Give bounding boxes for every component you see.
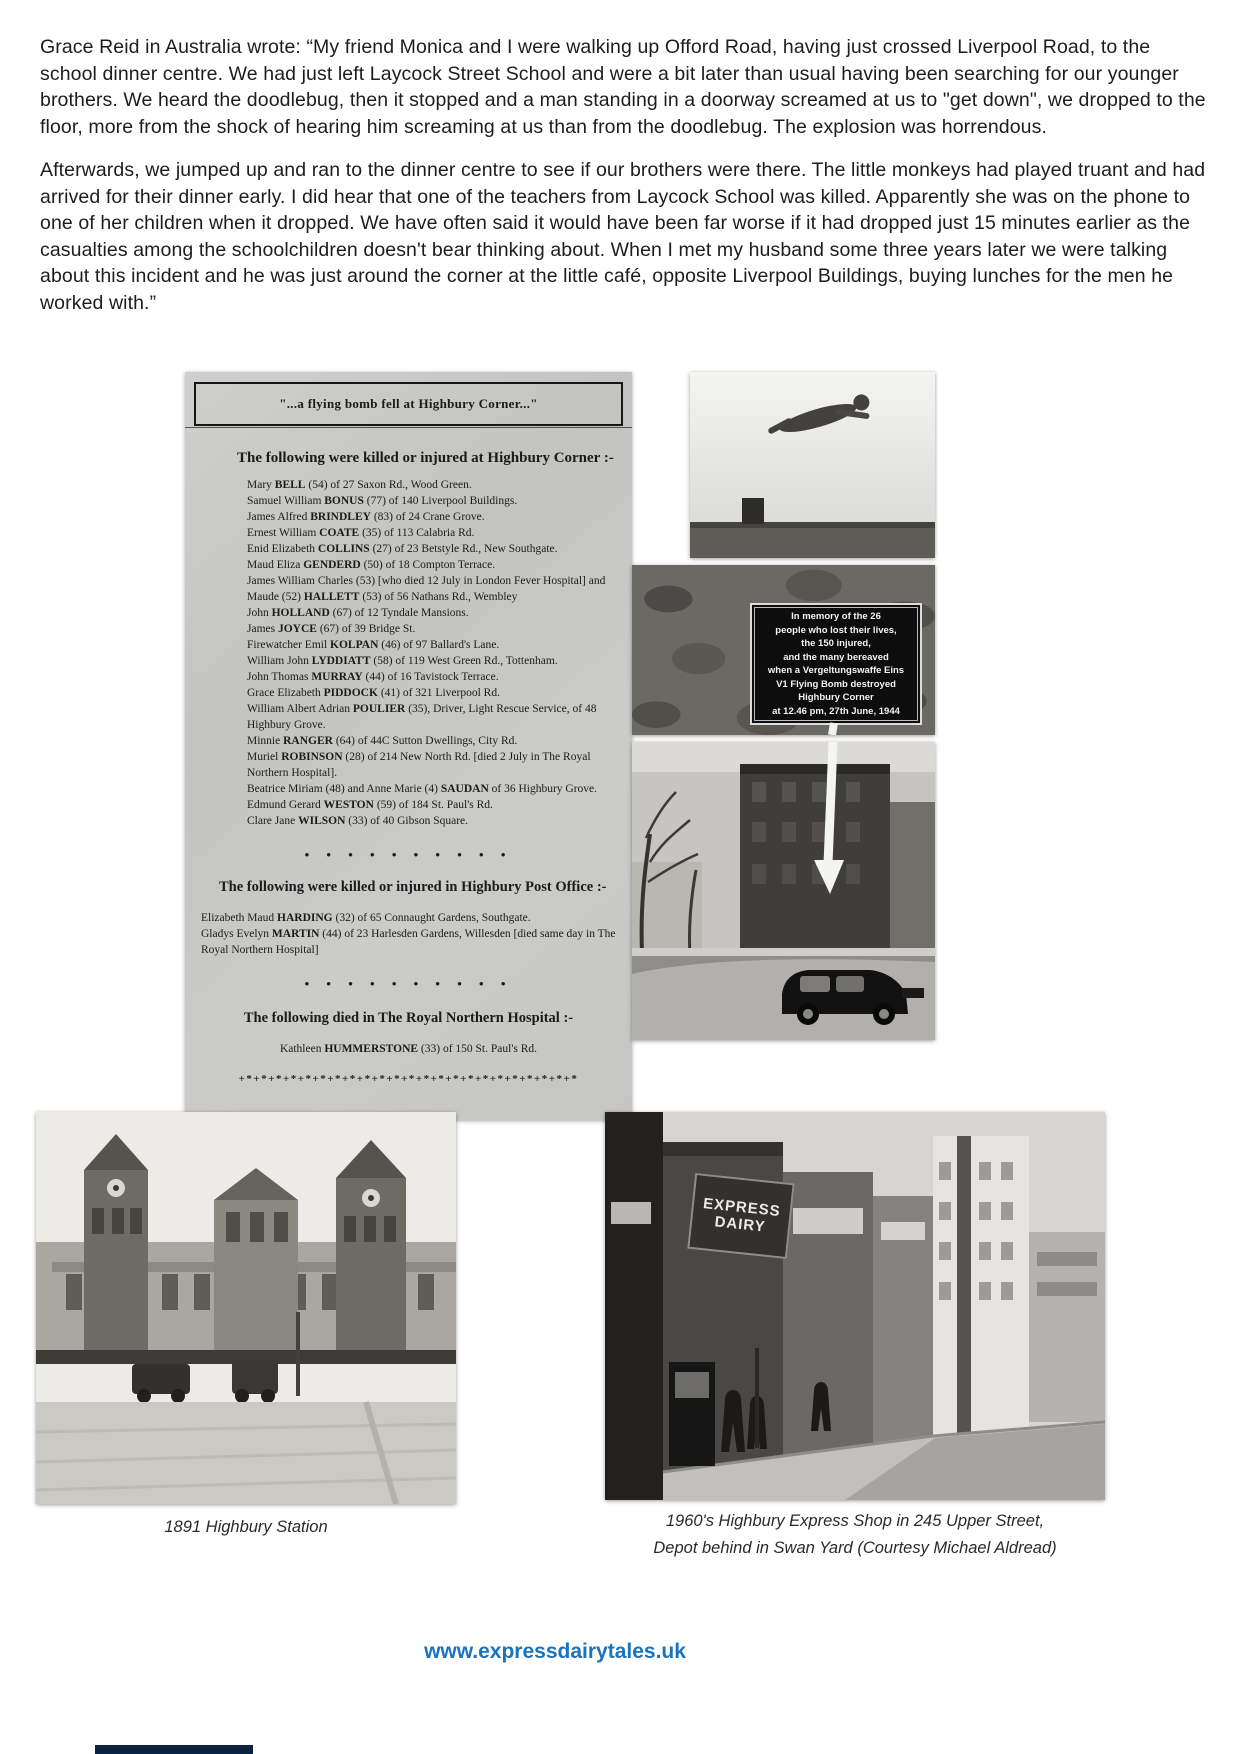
memorial-plaque-photo [632,565,935,735]
victim-entry: Clare Jane WILSON (33) of 40 Gibson Square. [247,815,469,827]
dots-separator: • • • • • • • • • • [304,847,513,862]
ornament-row: +*+*+*+*+*+*+*+*+*+*+*+*+*+*+*+*+*+*+*+*+*+*+* [238,1073,579,1085]
plaque-line: Highbury Corner [798,692,874,703]
victim-entry: John HOLLAND (67) of 12 Tyndale Mansions. [247,607,469,619]
express-photo-caption-line2: Depot behind in Swan Yard (Courtesy Michael Aldread) [653,1539,1057,1557]
statue-silhouette [690,372,935,558]
plaque-arrow-tail [632,565,935,735]
flying-figure-sculpture-photo [690,372,935,558]
station-photo-caption: 1891 Highbury Station [164,1518,328,1536]
victim-list-post-office [201,910,620,958]
plaque-line: and the many bereaved [783,651,889,663]
scan-header-box [194,382,623,426]
express-photo-caption-line1: 1960's Highbury Express Shop in 245 Upper Street, [665,1512,1045,1530]
victim-entry: Elizabeth Maud HARDING (32) of 65 Connaught Gardens, Southgate. [201,912,531,924]
victim-entry: William Albert Adrian POULIER (35), Driver, Light Rescue Service, of 48 Highbury Grove. [247,703,597,731]
victim-entry: William John LYDDIATT (58) of 119 West Green Rd., Tottenham. [247,655,558,667]
victim-entry: Minnie RANGER (64) of 44C Sutton Dwellings, City Rd. [247,735,518,747]
paragraph-grace-reid-2: Afterwards, we jumped up and ran to the dinner centre to see if our brothers were there. The little monkeys had played truant and had arrived for their dinner early. I did hear that one of the teachers from Laycock School was killed. Apparently she was on the phone to one of her children when it dropped. We have often said it would have been far worse if it had dropped just 15 minutes earlier as the casualties among the schoolchildren doesn't bear thinking about. When I met my husband some three years later we were talking about this incident and he was just around the corner at the little café, opposite Liverpool Buildings, buying lunches for the men he worked with.” [40,159,1206,314]
victim-list-royal-northern [185,1041,632,1057]
plaque-line: when a Vergeltungswaffe Eins [767,665,905,676]
victim-entry: Edmund Gerard WESTON (59) of 184 St. Paul's Rd. [247,799,493,811]
victim-entry: Mary BELL (54) of 27 Saxon Rd., Wood Green. [247,479,472,491]
section-heading-royal-northern: The following died in The Royal Northern Hospital :- [243,1010,574,1026]
victim-entry: Ernest William COATE (35) of 113 Calabria Rd. [247,527,475,539]
victim-list-highbury-corner [247,477,620,829]
victim-entry: John Thomas MURRAY (44) of 16 Tavistock Terrace. [247,671,499,683]
memorial-figure [185,372,935,1122]
paper-crease-line [185,427,632,428]
victim-entry: James William Charles (53) [who died 12 July in London Fever Hospital] and Maude (52) HALLETT (53) of 56 Nathans Rd., Wembley [247,575,606,603]
plaque-line: V1 Flying Bomb destroyed [776,678,896,690]
street-scene-graphic [632,742,935,1040]
intro-text-block [40,34,1208,333]
highbury-station-photo [36,1112,456,1504]
victim-entry: Beatrice Miriam (48) and Anne Marie (4) SAUDAN of 36 Highbury Grove. [247,783,598,795]
victim-entry: Samuel William BONUS (77) of 140 Liverpool Buildings. [247,495,518,507]
plaque-line: the 150 injured, [801,638,871,649]
plaque-line: at 12.46 pm, 27th June, 1944 [772,705,900,717]
plaque-line: people who lost their lives, [775,624,897,636]
plaque-line: In memory of the 26 [791,611,881,622]
victim-entry: Maud Eliza GENDERD (50) of 18 Compton Terrace. [247,559,496,571]
express-dairy-tales-link[interactable]: www.expressdairytales.uk [424,1640,686,1663]
victim-entry: Gladys Evelyn MARTIN (44) of 23 Harlesden Gardens, Willesden [died same day in The Royal Northern Hospital] [201,928,616,956]
station-scene-graphic [36,1112,456,1504]
express-street-scene-graphic [605,1112,1105,1500]
victim-entry: Kathleen HUMMERSTONE (33) of 150 St. Paul's Rd. [279,1043,538,1055]
victim-entry: James Alfred BRINDLEY (83) of 24 Crane Grove. [247,511,485,523]
memorial-scan-document [185,372,632,1120]
victim-entry: Grace Elizabeth PIDDOCK (41) of 321 Liverpool Rd. [247,687,500,699]
highbury-corner-street-photo [632,742,935,1040]
express-dairy-shop-photo [605,1112,1105,1500]
victim-entry: Enid Elizabeth COLLINS (27) of 23 Betstyle Rd., New Southgate. [247,543,558,555]
figure-photo-column [632,372,935,1122]
victim-entry: Muriel ROBINSON (28) of 214 New North Rd. [died 2 July in The Royal Northern Hospital]. [247,751,591,779]
footer-accent-bar [95,1745,253,1754]
section-heading-highbury-corner: The following were killed or injured at Highbury Corner :- [237,450,614,466]
express-dairy-sign: EXPRESS DAIRY [687,1173,794,1259]
paragraph-grace-reid-1: Grace Reid in Australia wrote: “My friend Monica and I were walking up Offord Road, having just crossed Liverpool Road, to the school dinner centre. We had just left Laycock Street School and were a bit later than usual having been searching for our younger brothers. We heard the doodlebug, then it stopped and a man standing in a doorway screamed at us to "get down", we dropped to the floor, more from the shock of hearing him screaming at us than from the doodlebug. The explosion was horrendous. [40,36,1206,138]
victim-entry: Firewatcher Emil KOLPAN (46) of 97 Ballard's Lane. [247,639,500,651]
dots-separator: • • • • • • • • • • [304,976,513,991]
victim-entry: James JOYCE (67) of 39 Bridge St. [247,623,416,635]
section-heading-post-office: The following were killed or injured in Highbury Post Office :- [219,879,607,895]
scan-header-text: "...a flying bomb fell at Highbury Corner..." [279,396,538,411]
